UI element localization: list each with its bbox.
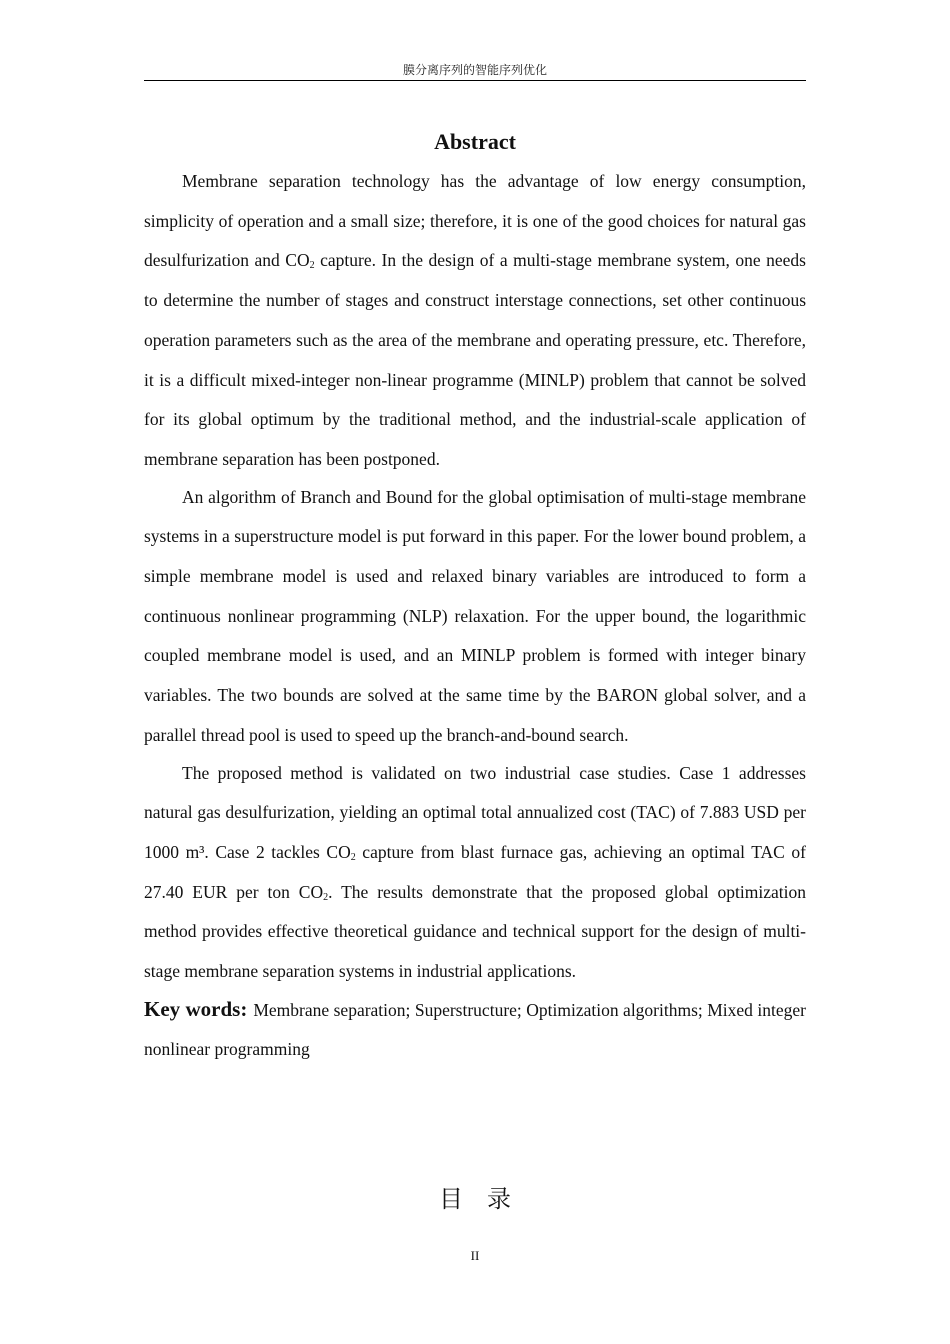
running-header: 膜分离序列的智能序列优化 <box>402 63 547 77</box>
co2-subscript: 2 <box>350 851 356 863</box>
p3-text-b: capture from blast furnace gas, achieving an optimal TAC of 27.40 EUR per ton CO <box>144 841 806 902</box>
co2-subscript: 2 <box>323 891 329 903</box>
keywords-line <box>144 990 806 1070</box>
keywords-text: Membrane separation; Superstructure; Optimization algorithms; Mixed integer nonlinear programming <box>144 999 806 1060</box>
abstract-body <box>144 162 806 1070</box>
header-rule <box>144 80 806 81</box>
p3-text-c: . The results demonstrate that the proposed global optimization method provides effective theoretical guidance and technical support for the design of multi-stage membrane separation systems in industrial applications. <box>144 881 806 982</box>
p1-text-b: capture. In the design of a multi-stage membrane system, one needs to determine the number of stages and construct interstage connections, set other continuous operation parameters such as the area of the membrane and operating pressure, etc. Therefore, it is a difficult mixed-integer non-linear programme (MINLP) problem that cannot be solved for its global optimum by the traditional method, and the industrial-scale application of membrane separation has been postponed. <box>144 250 806 469</box>
abstract-paragraph-2: An algorithm of Branch and Bound for the global optimisation of multi-stage membrane systems in a superstructure model is put forward in this paper. For the lower bound problem, a simple membrane model is used and relaxed binary variables are introduced to form a continuous nonlinear programming (NLP) relaxation. For the upper bound, the logarithmic coupled membrane model is used, and an MINLP problem is formed with integer binary variables. The two bounds are solved at the same time by the BARON global solver, and a parallel thread pool is used to speed up the branch-and-bound search. <box>144 486 806 745</box>
p1-text-a: Membrane separation technology has the advantage of low energy consumption, simplicity of operation and a small size; therefore, it is one of the good choices for natural gas desulfurization and CO <box>144 171 806 271</box>
p3-text-a: The proposed method is validated on two industrial case studies. Case 1 addresses natural gas desulfurization, yielding an optimal total annualized cost (TAC) of 7.883 USD per 1000 m³. Case 2 tackles CO <box>144 762 806 862</box>
abstract-title: Abstract <box>434 129 516 154</box>
abstract-paragraph-3 <box>144 754 806 992</box>
toc-title: 目 录 <box>439 1185 511 1213</box>
abstract-paragraph-1 <box>144 162 806 480</box>
co2-subscript: 2 <box>309 260 315 272</box>
keywords-label: Key words: <box>144 996 248 1021</box>
page-number: II <box>470 1248 480 1263</box>
